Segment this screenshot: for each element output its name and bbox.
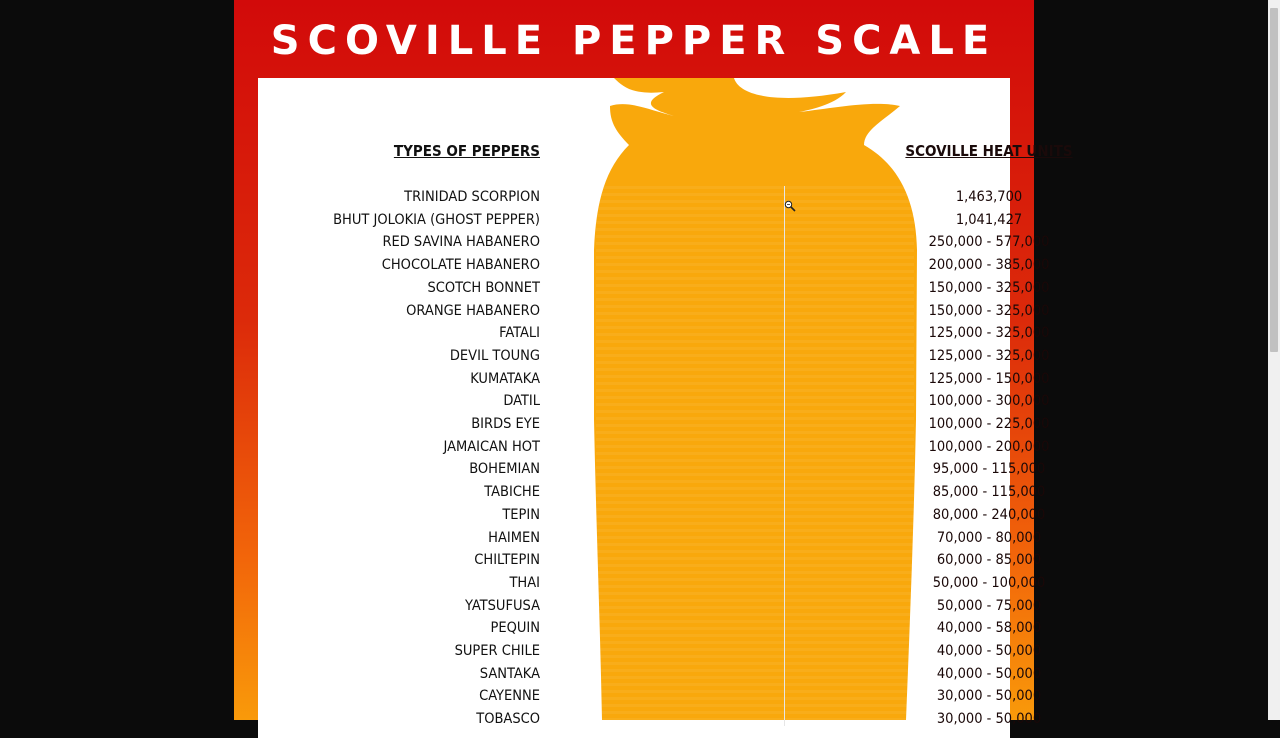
- scoville-infographic: [234, 0, 1073, 727]
- pepper-heat-units: 150,000 - 325,000: [928, 303, 1050, 319]
- pepper-heat-units: 250,000 - 577,000: [928, 234, 1050, 250]
- pepper-heat-units: 1,463,700: [955, 189, 1023, 205]
- pepper-heat-units: 85,000 - 115,000: [932, 484, 1046, 500]
- pepper-name: PEQUIN: [490, 620, 540, 636]
- pepper-heat-units: 80,000 - 240,000: [932, 507, 1046, 523]
- pepper-name: BIRDS EYE: [471, 416, 540, 432]
- pepper-name: TEPIN: [502, 507, 540, 523]
- pepper-heat-units: 100,000 - 225,000: [928, 416, 1050, 432]
- pepper-name: DEVIL TOUNG: [449, 348, 540, 364]
- pepper-name: TOBASCO: [476, 711, 540, 727]
- pepper-name: KUMATAKA: [470, 371, 540, 387]
- infographic-title: SCOVILLE PEPPER SCALE: [270, 18, 998, 64]
- pepper-name: DATIL: [503, 393, 540, 409]
- pepper-name: CHILTEPIN: [474, 552, 540, 568]
- pepper-name: THAI: [509, 575, 540, 591]
- pepper-heat-units: 125,000 - 150,000: [928, 371, 1050, 387]
- pepper-heat-units: 70,000 - 80,000: [936, 530, 1042, 546]
- pepper-heat-units: 40,000 - 50,000: [936, 666, 1042, 682]
- pepper-name: HAIMEN: [488, 530, 540, 546]
- pepper-name: BOHEMIAN: [469, 461, 540, 477]
- types-of-peppers-header: TYPES OF PEPPERS: [393, 142, 540, 160]
- pepper-name: TABICHE: [484, 484, 540, 500]
- pepper-heat-units: 125,000 - 325,000: [928, 325, 1050, 341]
- pepper-heat-units: 40,000 - 58,000: [936, 620, 1042, 636]
- scrollbar-thumb[interactable]: [1270, 8, 1278, 352]
- pepper-name: JAMAICAN HOT: [443, 439, 540, 455]
- pepper-name: SCOTCH BONNET: [427, 280, 540, 296]
- pepper-name: CHOCOLATE HABANERO: [381, 257, 540, 273]
- pepper-heat-units: 30,000 - 50,000: [936, 688, 1042, 704]
- pepper-heat-units: 95,000 - 115,000: [932, 461, 1046, 477]
- pepper-heat-units: 100,000 - 300,000: [928, 393, 1050, 409]
- scoville-heat-units-header: SCOVILLE HEAT UNITS: [905, 142, 1073, 160]
- pepper-name: RED SAVINA HABANERO: [382, 234, 540, 250]
- pepper-name: FATALI: [499, 325, 540, 341]
- pepper-heat-units: 1,041,427: [955, 212, 1023, 228]
- pepper-heat-units: 30,000 - 50,000: [936, 711, 1042, 727]
- column-divider: [784, 186, 785, 726]
- pepper-name: TRINIDAD SCORPION: [404, 189, 540, 205]
- pepper-heat-units: 200,000 - 385,000: [928, 257, 1050, 273]
- pepper-heat-units: 125,000 - 325,000: [928, 348, 1050, 364]
- pepper-heat-units: 150,000 - 325,000: [928, 280, 1050, 296]
- pepper-heat-units: 100,000 - 200,000: [928, 439, 1050, 455]
- pepper-heat-units: 50,000 - 100,000: [932, 575, 1046, 591]
- pepper-heat-units: 50,000 - 75,000: [936, 598, 1042, 614]
- pepper-name: SANTAKA: [479, 666, 540, 682]
- pepper-name: ORANGE HABANERO: [406, 303, 540, 319]
- zoom-cursor-icon: [784, 200, 796, 212]
- pepper-name: SUPER CHILE: [454, 643, 540, 659]
- pepper-name: CAYENNE: [479, 688, 540, 704]
- pepper-heat-units: 40,000 - 50,000: [936, 643, 1042, 659]
- pepper-heat-units: 60,000 - 85,000: [936, 552, 1042, 568]
- pepper-name: BHUT JOLOKIA (GHOST PEPPER): [333, 212, 540, 228]
- pepper-name: YATSUFUSA: [465, 598, 540, 614]
